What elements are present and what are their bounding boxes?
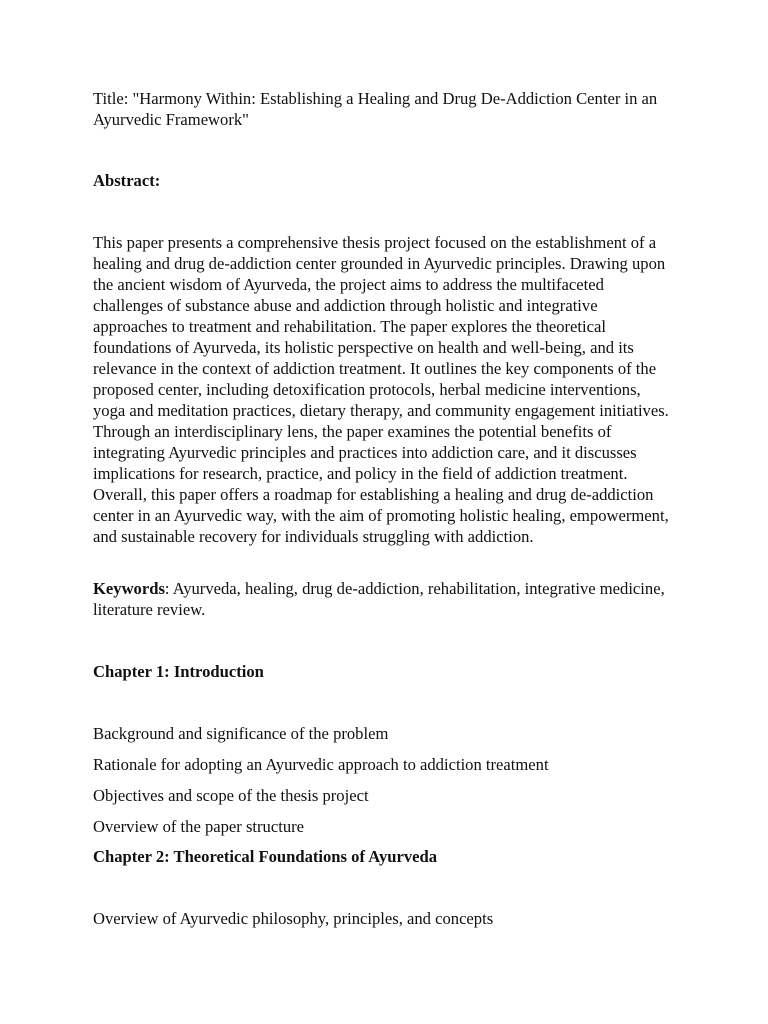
keywords-text: : Ayurveda, healing, drug de-addiction, rehabilitation, integrative medicine, literature review.: [93, 579, 665, 619]
chapter-1-heading: Chapter 1: Introduction: [93, 662, 264, 681]
chapter-1-item: Rationale for adopting an Ayurvedic approach to addiction treatment: [93, 755, 549, 774]
document-page: [93, 0, 683, 1024]
document-title: Title: "Harmony Within: Establishing a Healing and Drug De-Addiction Center in an Ayurvedic Framework": [93, 89, 658, 129]
chapter-1-item: Objectives and scope of the thesis project: [93, 786, 369, 805]
abstract-paragraph: This paper presents a comprehensive thesis project focused on the establishment of a healing and drug de-addiction center grounded in Ayurvedic principles. Drawing upon the ancient wisdom of Ayurveda, the project aims to address the multifaceted challenges of substance abuse and addiction through holistic and integrative approaches to treatment and rehabilitation. The paper explores the theoretical foundations of Ayurveda, its holistic perspective on health and well-being, and its relevance in the context of addiction treatment. It outlines the key components of the proposed center, including detoxification protocols, herbal medicine interventions, yoga and meditation practices, dietary therapy, and community engagement initiatives. Through an interdisciplinary lens, the paper examines the potential benefits of integrating Ayurvedic principles and practices into addiction care, and it discusses implications for research, practice, and policy in the field of addiction treatment. Overall, this paper offers a roadmap for establishing a healing and drug de-addiction center in an Ayurvedic way, with the aim of promoting holistic healing, empowerment, and sustainable recovery for individuals struggling with addiction.: [93, 233, 669, 546]
abstract-heading: Abstract:: [93, 171, 161, 190]
chapter-2-item: Overview of Ayurvedic philosophy, principles, and concepts: [93, 909, 494, 928]
chapter-2-heading: Chapter 2: Theoretical Foundations of Ayurveda: [93, 847, 438, 866]
keywords-paragraph: [93, 578, 683, 620]
chapter-1-item: Overview of the paper structure: [93, 817, 305, 836]
keywords-label: Keywords: [93, 579, 165, 598]
chapter-1-item: Background and significance of the problem: [93, 724, 389, 743]
